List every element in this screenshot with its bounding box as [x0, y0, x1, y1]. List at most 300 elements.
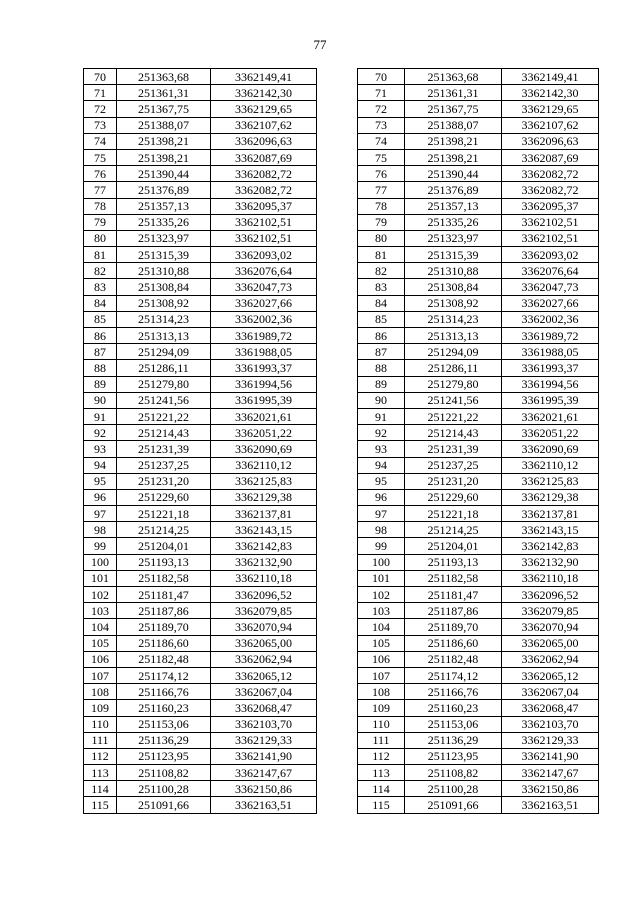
y-coordinate-cell: 3361988,05	[211, 344, 317, 360]
x-coordinate-cell: 251286,11	[405, 360, 502, 376]
x-coordinate-cell: 251294,09	[117, 344, 211, 360]
table-row	[84, 295, 317, 311]
coordinates-table-right	[357, 68, 599, 814]
point-number-cell: 71	[84, 85, 117, 101]
point-number-cell: 91	[84, 408, 117, 424]
table-row	[84, 376, 317, 392]
x-coordinate-cell: 251313,13	[117, 328, 211, 344]
x-coordinate-cell: 251323,97	[405, 230, 502, 246]
y-coordinate-cell: 3362142,83	[211, 538, 317, 554]
point-number-cell: 92	[358, 425, 405, 441]
point-number-cell: 85	[358, 311, 405, 327]
y-coordinate-cell: 3362102,51	[502, 214, 599, 230]
table-row	[84, 69, 317, 85]
x-coordinate-cell: 251231,39	[405, 441, 502, 457]
table-row	[358, 408, 599, 424]
x-coordinate-cell: 251153,06	[117, 716, 211, 732]
x-coordinate-cell: 251363,68	[405, 69, 502, 85]
x-coordinate-cell: 251237,25	[117, 457, 211, 473]
y-coordinate-cell: 3362070,94	[211, 619, 317, 635]
table-row	[84, 781, 317, 797]
table-row	[84, 765, 317, 781]
table-row	[84, 732, 317, 748]
point-number-cell: 80	[84, 230, 117, 246]
x-coordinate-cell: 251221,22	[405, 408, 502, 424]
table-row	[358, 182, 599, 198]
x-coordinate-cell: 251182,58	[405, 570, 502, 586]
y-coordinate-cell: 3361994,56	[211, 376, 317, 392]
table-row	[358, 311, 599, 327]
table-row	[84, 619, 317, 635]
point-number-cell: 95	[84, 473, 117, 489]
point-number-cell: 83	[358, 279, 405, 295]
y-coordinate-cell: 3362129,33	[211, 732, 317, 748]
point-number-cell: 100	[358, 554, 405, 570]
table-row	[84, 635, 317, 651]
point-number-cell: 115	[84, 797, 117, 813]
point-number-cell: 106	[84, 651, 117, 667]
y-coordinate-cell: 3362143,15	[211, 522, 317, 538]
x-coordinate-cell: 251363,68	[117, 69, 211, 85]
point-number-cell: 70	[84, 69, 117, 85]
point-number-cell: 77	[84, 182, 117, 198]
table-row	[84, 408, 317, 424]
y-coordinate-cell: 3362107,62	[211, 117, 317, 133]
point-number-cell: 110	[358, 716, 405, 732]
point-number-cell: 108	[358, 684, 405, 700]
x-coordinate-cell: 251181,47	[117, 587, 211, 603]
x-coordinate-cell: 251193,13	[405, 554, 502, 570]
point-number-cell: 70	[358, 69, 405, 85]
table-row	[358, 230, 599, 246]
table-row	[358, 522, 599, 538]
table-row	[84, 214, 317, 230]
table-row	[358, 344, 599, 360]
x-coordinate-cell: 251308,84	[117, 279, 211, 295]
table-row	[358, 263, 599, 279]
table-row	[84, 279, 317, 295]
point-number-cell: 103	[358, 603, 405, 619]
y-coordinate-cell: 3362087,69	[211, 149, 317, 165]
y-coordinate-cell: 3362068,47	[211, 700, 317, 716]
table-row	[84, 198, 317, 214]
table-row	[84, 133, 317, 149]
table-row	[358, 554, 599, 570]
point-number-cell: 105	[84, 635, 117, 651]
point-number-cell: 78	[358, 198, 405, 214]
x-coordinate-cell: 251221,18	[117, 506, 211, 522]
y-coordinate-cell: 3362096,52	[211, 587, 317, 603]
table-row	[358, 506, 599, 522]
x-coordinate-cell: 251308,92	[405, 295, 502, 311]
table-row	[84, 522, 317, 538]
x-coordinate-cell: 251204,01	[117, 538, 211, 554]
x-coordinate-cell: 251286,11	[117, 360, 211, 376]
point-number-cell: 75	[358, 149, 405, 165]
x-coordinate-cell: 251308,92	[117, 295, 211, 311]
y-coordinate-cell: 3362082,72	[502, 166, 599, 182]
table-row	[358, 376, 599, 392]
y-coordinate-cell: 3362163,51	[211, 797, 317, 813]
y-coordinate-cell: 3362141,90	[211, 748, 317, 764]
point-number-cell: 111	[358, 732, 405, 748]
x-coordinate-cell: 251108,82	[405, 765, 502, 781]
table-row	[358, 781, 599, 797]
point-number-cell: 98	[358, 522, 405, 538]
x-coordinate-cell: 251136,29	[117, 732, 211, 748]
x-coordinate-cell: 251108,82	[117, 765, 211, 781]
y-coordinate-cell: 3361995,39	[211, 392, 317, 408]
table-row	[84, 360, 317, 376]
point-number-cell: 82	[358, 263, 405, 279]
y-coordinate-cell: 3362110,18	[502, 570, 599, 586]
y-coordinate-cell: 3361993,37	[211, 360, 317, 376]
y-coordinate-cell: 3362129,38	[502, 489, 599, 505]
x-coordinate-cell: 251174,12	[117, 667, 211, 683]
point-number-cell: 79	[84, 214, 117, 230]
y-coordinate-cell: 3362079,85	[502, 603, 599, 619]
table-row	[84, 392, 317, 408]
y-coordinate-cell: 3362065,12	[502, 667, 599, 683]
point-number-cell: 102	[84, 587, 117, 603]
y-coordinate-cell: 3362102,51	[211, 230, 317, 246]
y-coordinate-cell: 3362142,30	[211, 85, 317, 101]
point-number-cell: 87	[84, 344, 117, 360]
point-number-cell: 112	[358, 748, 405, 764]
table-row	[84, 166, 317, 182]
point-number-cell: 107	[358, 667, 405, 683]
y-coordinate-cell: 3362027,66	[502, 295, 599, 311]
point-number-cell: 108	[84, 684, 117, 700]
table-row	[84, 587, 317, 603]
y-coordinate-cell: 3362110,18	[211, 570, 317, 586]
table-row	[358, 247, 599, 263]
point-number-cell: 89	[358, 376, 405, 392]
y-coordinate-cell: 3362095,37	[211, 198, 317, 214]
x-coordinate-cell: 251314,23	[117, 311, 211, 327]
y-coordinate-cell: 3362082,72	[211, 166, 317, 182]
x-coordinate-cell: 251091,66	[405, 797, 502, 813]
x-coordinate-cell: 251398,21	[117, 133, 211, 149]
y-coordinate-cell: 3362107,62	[502, 117, 599, 133]
x-coordinate-cell: 251388,07	[117, 117, 211, 133]
x-coordinate-cell: 251214,25	[405, 522, 502, 538]
x-coordinate-cell: 251323,97	[117, 230, 211, 246]
table-row	[358, 295, 599, 311]
y-coordinate-cell: 3362102,51	[211, 214, 317, 230]
table-row	[84, 797, 317, 813]
x-coordinate-cell: 251166,76	[405, 684, 502, 700]
point-number-cell: 86	[84, 328, 117, 344]
y-coordinate-cell: 3362047,73	[502, 279, 599, 295]
y-coordinate-cell: 3362150,86	[211, 781, 317, 797]
y-coordinate-cell: 3362103,70	[502, 716, 599, 732]
x-coordinate-cell: 251189,70	[405, 619, 502, 635]
y-coordinate-cell: 3362093,02	[502, 247, 599, 263]
y-coordinate-cell: 3362147,67	[211, 765, 317, 781]
x-coordinate-cell: 251187,86	[405, 603, 502, 619]
point-number-cell: 107	[84, 667, 117, 683]
y-coordinate-cell: 3361993,37	[502, 360, 599, 376]
y-coordinate-cell: 3362149,41	[211, 69, 317, 85]
point-number-cell: 96	[84, 489, 117, 505]
point-number-cell: 79	[358, 214, 405, 230]
point-number-cell: 74	[84, 133, 117, 149]
y-coordinate-cell: 3362163,51	[502, 797, 599, 813]
table-row	[358, 473, 599, 489]
y-coordinate-cell: 3361995,39	[502, 392, 599, 408]
point-number-cell: 99	[84, 538, 117, 554]
x-coordinate-cell: 251204,01	[405, 538, 502, 554]
table-row	[84, 684, 317, 700]
x-coordinate-cell: 251315,39	[117, 247, 211, 263]
table-row	[84, 311, 317, 327]
x-coordinate-cell: 251335,26	[405, 214, 502, 230]
x-coordinate-cell: 251231,20	[405, 473, 502, 489]
point-number-cell: 73	[84, 117, 117, 133]
table-row	[358, 538, 599, 554]
point-number-cell: 82	[84, 263, 117, 279]
point-number-cell: 109	[84, 700, 117, 716]
table-row	[358, 700, 599, 716]
point-number-cell: 115	[358, 797, 405, 813]
y-coordinate-cell: 3362070,94	[502, 619, 599, 635]
x-coordinate-cell: 251310,88	[117, 263, 211, 279]
x-coordinate-cell: 251376,89	[117, 182, 211, 198]
table-row	[84, 700, 317, 716]
table-row	[358, 149, 599, 165]
point-number-cell: 112	[84, 748, 117, 764]
point-number-cell: 86	[358, 328, 405, 344]
table-row	[84, 328, 317, 344]
x-coordinate-cell: 251398,21	[405, 149, 502, 165]
table-row	[84, 85, 317, 101]
y-coordinate-cell: 3362093,02	[211, 247, 317, 263]
x-coordinate-cell: 251193,13	[117, 554, 211, 570]
x-coordinate-cell: 251313,13	[405, 328, 502, 344]
point-number-cell: 81	[358, 247, 405, 263]
x-coordinate-cell: 251398,21	[117, 149, 211, 165]
y-coordinate-cell: 3362110,12	[502, 457, 599, 473]
point-number-cell: 93	[358, 441, 405, 457]
x-coordinate-cell: 251229,60	[405, 489, 502, 505]
y-coordinate-cell: 3362096,63	[211, 133, 317, 149]
table-row	[84, 651, 317, 667]
point-number-cell: 104	[84, 619, 117, 635]
y-coordinate-cell: 3362067,04	[211, 684, 317, 700]
y-coordinate-cell: 3362047,73	[211, 279, 317, 295]
y-coordinate-cell: 3362002,36	[502, 311, 599, 327]
x-coordinate-cell: 251123,95	[117, 748, 211, 764]
x-coordinate-cell: 251136,29	[405, 732, 502, 748]
table-row	[84, 247, 317, 263]
y-coordinate-cell: 3362149,41	[502, 69, 599, 85]
y-coordinate-cell: 3362095,37	[502, 198, 599, 214]
y-coordinate-cell: 3361994,56	[502, 376, 599, 392]
y-coordinate-cell: 3362110,12	[211, 457, 317, 473]
x-coordinate-cell: 251241,56	[405, 392, 502, 408]
table-row	[358, 279, 599, 295]
y-coordinate-cell: 3362076,64	[211, 263, 317, 279]
y-coordinate-cell: 3362068,47	[502, 700, 599, 716]
point-number-cell: 92	[84, 425, 117, 441]
x-coordinate-cell: 251182,48	[405, 651, 502, 667]
point-number-cell: 94	[84, 457, 117, 473]
point-number-cell: 106	[358, 651, 405, 667]
point-number-cell: 98	[84, 522, 117, 538]
y-coordinate-cell: 3362067,04	[502, 684, 599, 700]
point-number-cell: 74	[358, 133, 405, 149]
y-coordinate-cell: 3362082,72	[211, 182, 317, 198]
y-coordinate-cell: 3362141,90	[502, 748, 599, 764]
table-row	[358, 117, 599, 133]
table-row	[84, 554, 317, 570]
point-number-cell: 97	[358, 506, 405, 522]
x-coordinate-cell: 251308,84	[405, 279, 502, 295]
y-coordinate-cell: 3362150,86	[502, 781, 599, 797]
y-coordinate-cell: 3362021,61	[211, 408, 317, 424]
point-number-cell: 93	[84, 441, 117, 457]
x-coordinate-cell: 251231,39	[117, 441, 211, 457]
y-coordinate-cell: 3362102,51	[502, 230, 599, 246]
y-coordinate-cell: 3362137,81	[502, 506, 599, 522]
point-number-cell: 72	[358, 101, 405, 117]
table-row	[358, 651, 599, 667]
point-number-cell: 101	[84, 570, 117, 586]
x-coordinate-cell: 251187,86	[117, 603, 211, 619]
y-coordinate-cell: 3362142,83	[502, 538, 599, 554]
table-row	[84, 457, 317, 473]
table-row	[84, 117, 317, 133]
point-number-cell: 88	[84, 360, 117, 376]
x-coordinate-cell: 251241,56	[117, 392, 211, 408]
point-number-cell: 104	[358, 619, 405, 635]
y-coordinate-cell: 3362129,38	[211, 489, 317, 505]
y-coordinate-cell: 3362147,67	[502, 765, 599, 781]
y-coordinate-cell: 3362125,83	[211, 473, 317, 489]
point-number-cell: 75	[84, 149, 117, 165]
y-coordinate-cell: 3361989,72	[211, 328, 317, 344]
point-number-cell: 113	[358, 765, 405, 781]
table-row	[358, 392, 599, 408]
x-coordinate-cell: 251221,18	[405, 506, 502, 522]
x-coordinate-cell: 251182,58	[117, 570, 211, 586]
x-coordinate-cell: 251100,28	[405, 781, 502, 797]
table-row	[84, 425, 317, 441]
x-coordinate-cell: 251388,07	[405, 117, 502, 133]
page-number: 77	[313, 37, 327, 52]
y-coordinate-cell: 3362027,66	[211, 295, 317, 311]
x-coordinate-cell: 251189,70	[117, 619, 211, 635]
y-coordinate-cell: 3362142,30	[502, 85, 599, 101]
point-number-cell: 72	[84, 101, 117, 117]
table-row	[358, 603, 599, 619]
x-coordinate-cell: 251186,60	[405, 635, 502, 651]
point-number-cell: 88	[358, 360, 405, 376]
y-coordinate-cell: 3362021,61	[502, 408, 599, 424]
table-row	[84, 182, 317, 198]
point-number-cell: 76	[84, 166, 117, 182]
point-number-cell: 109	[358, 700, 405, 716]
x-coordinate-cell: 251237,25	[405, 457, 502, 473]
table-row	[358, 360, 599, 376]
table-row	[84, 473, 317, 489]
x-coordinate-cell: 251231,20	[117, 473, 211, 489]
point-number-cell: 78	[84, 198, 117, 214]
point-number-cell: 91	[358, 408, 405, 424]
y-coordinate-cell: 3362082,72	[502, 182, 599, 198]
y-coordinate-cell: 3362103,70	[211, 716, 317, 732]
point-number-cell: 113	[84, 765, 117, 781]
point-number-cell: 77	[358, 182, 405, 198]
x-coordinate-cell: 251100,28	[117, 781, 211, 797]
point-number-cell: 96	[358, 489, 405, 505]
table-row	[84, 441, 317, 457]
table-row	[84, 570, 317, 586]
table-row	[84, 344, 317, 360]
table-row	[84, 748, 317, 764]
y-coordinate-cell: 3362002,36	[211, 311, 317, 327]
point-number-cell: 85	[84, 311, 117, 327]
table-row	[358, 85, 599, 101]
table-row	[358, 133, 599, 149]
y-coordinate-cell: 3362062,94	[211, 651, 317, 667]
point-number-cell: 99	[358, 538, 405, 554]
point-number-cell: 95	[358, 473, 405, 489]
y-coordinate-cell: 3362065,00	[502, 635, 599, 651]
y-coordinate-cell: 3362096,52	[502, 587, 599, 603]
x-coordinate-cell: 251279,80	[405, 376, 502, 392]
x-coordinate-cell: 251166,76	[117, 684, 211, 700]
x-coordinate-cell: 251390,44	[405, 166, 502, 182]
x-coordinate-cell: 251214,25	[117, 522, 211, 538]
y-coordinate-cell: 3361989,72	[502, 328, 599, 344]
point-number-cell: 105	[358, 635, 405, 651]
table-row	[358, 489, 599, 505]
table-row	[84, 101, 317, 117]
y-coordinate-cell: 3362125,83	[502, 473, 599, 489]
point-number-cell: 111	[84, 732, 117, 748]
table-row	[358, 425, 599, 441]
table-row	[358, 619, 599, 635]
table-row	[84, 230, 317, 246]
table-row	[358, 797, 599, 813]
y-coordinate-cell: 3362090,69	[502, 441, 599, 457]
table-row	[358, 635, 599, 651]
x-coordinate-cell: 251221,22	[117, 408, 211, 424]
x-coordinate-cell: 251294,09	[405, 344, 502, 360]
point-number-cell: 71	[358, 85, 405, 101]
x-coordinate-cell: 251390,44	[117, 166, 211, 182]
point-number-cell: 90	[358, 392, 405, 408]
point-number-cell: 114	[358, 781, 405, 797]
x-coordinate-cell: 251361,31	[405, 85, 502, 101]
table-row	[84, 538, 317, 554]
point-number-cell: 73	[358, 117, 405, 133]
x-coordinate-cell: 251398,21	[405, 133, 502, 149]
x-coordinate-cell: 251310,88	[405, 263, 502, 279]
table-row	[358, 765, 599, 781]
point-number-cell: 80	[358, 230, 405, 246]
x-coordinate-cell: 251214,43	[405, 425, 502, 441]
point-number-cell: 87	[358, 344, 405, 360]
point-number-cell: 114	[84, 781, 117, 797]
y-coordinate-cell: 3362065,12	[211, 667, 317, 683]
table-row	[358, 587, 599, 603]
point-number-cell: 90	[84, 392, 117, 408]
y-coordinate-cell: 3362129,65	[211, 101, 317, 117]
x-coordinate-cell: 251160,23	[405, 700, 502, 716]
